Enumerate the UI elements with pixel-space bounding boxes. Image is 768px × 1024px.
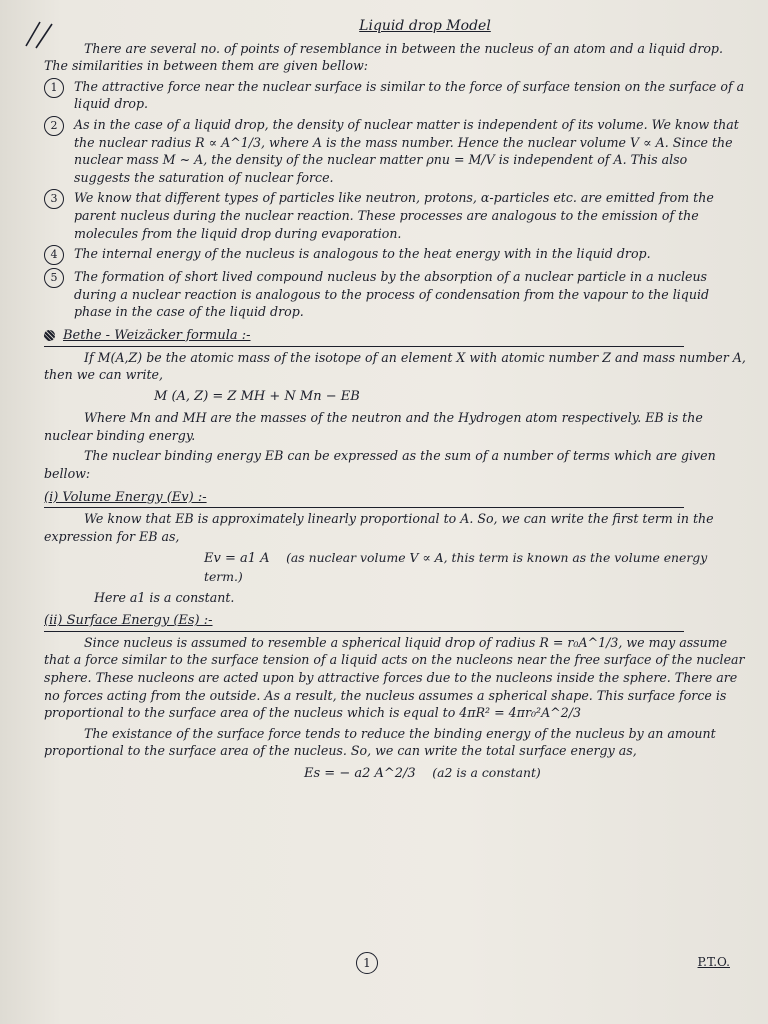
point-item (44, 189, 746, 242)
volume-constant-note: Here a1 is a constant. (94, 589, 235, 605)
hatched-bullet-icon (44, 330, 55, 341)
point-number: 2 (44, 116, 64, 136)
volume-equation: Ev = a1 A (204, 551, 270, 567)
volume-equation-note: (as nuclear volume V ∝ A, this term is known as the volume energy term.) (204, 550, 708, 585)
point-number: 1 (44, 78, 64, 98)
page-number: 1 (356, 952, 378, 974)
point-item (44, 245, 746, 265)
bethe-paragraph-1: If M(A,Z) be the atomic mass of the isotope of an element X with atomic number Z and mass number A, then we can write, (44, 349, 746, 383)
page-title: Liquid drop Model (359, 18, 491, 34)
point-number: 3 (44, 189, 64, 209)
surface-equation: Es = − a2 A^2/3 (304, 765, 416, 781)
surface-equation-note: (a2 is a constant) (432, 764, 541, 780)
point-text: The internal energy of the nucleus is analogous to the heat energy with in the liquid drop. (74, 246, 651, 262)
point-text: As in the case of a liquid drop, the density of nuclear matter is independent of its volume. We know that the nuclear radius R ∝ A^1/3, where A is the mass number. Hence the nuclear volume V ∝ A. Since the nuclear mass M ~ A, the density of the nuclear matter ρnu = M/V is independent of A. This also suggests the saturation of nuclear force. (74, 116, 739, 185)
point-text: The formation of short lived compound nucleus by the absorption of a nuclear particle in a nucleus during a nuclear reaction is analogous to the process of condensation from the vapour to the liquid phase in the case of the liquid drop. (74, 269, 710, 320)
pto-label: P.T.O. (697, 955, 730, 969)
margin-slash-mark (22, 16, 62, 50)
divider-line (44, 631, 684, 632)
page-footer (0, 952, 768, 976)
bethe-heading-text: Bethe - Weizäcker formula :- (63, 327, 251, 343)
volume-paragraph: We know that EB is approximately linearly proportional to A. So, we can write the first term in the expression for EB as, (44, 511, 714, 544)
point-text: The attractive force near the nuclear surface is similar to the force of surface tension on the surface of a liquid drop. (74, 78, 745, 112)
surface-energy-heading: (ii) Surface Energy (Es) :- (44, 613, 213, 629)
point-number: 4 (44, 245, 64, 265)
point-text: We know that different types of particles like neutron, protons, α-particles etc. are emitted from the parent nucleus during the nuclear reaction. These processes are analogous to the emission of the molecules from the liquid drop during evaporation. (74, 190, 714, 241)
mass-equation: M (A, Z) = Z MH + N Mn − EB (154, 388, 360, 404)
volume-energy-heading: (i) Volume Energy (Ev) :- (44, 489, 207, 505)
point-item (44, 268, 746, 321)
bethe-heading (44, 327, 746, 345)
bethe-paragraph-2: Where Mn and MH are the masses of the neutron and the Hydrogen atom respectively. EB is the nuclear binding energy. (44, 410, 703, 443)
surface-paragraph-2: The existance of the surface force tends to reduce the binding energy of the nucleus by an amount proportional to the surface area of the nucleus. So, we can write the total surface energy as, (44, 725, 716, 759)
intro-paragraph: There are several no. of points of resemblance in between the nucleus of an atom and a liquid drop. The similarities in between them are given bellow: (44, 40, 723, 74)
point-item (44, 78, 746, 113)
surface-equation-row (304, 764, 746, 783)
surface-paragraph-1: Since nucleus is assumed to resemble a spherical liquid drop of radius R = r₀A^1/3, we may assume that a force similar to the surface tension of a liquid acts on the nucleons near the free surface of the nuclear sphere. These nucleons are acted upon by attractive forces due to the nucleons inside the sphere. There are no forces acting from the outside. As a result, the nucleus assumes a spherical shape. This surface force is proportional to the surface area of the nucleus which is equal to 4πR² = 4πr₀²A^2/3 (44, 634, 745, 721)
bethe-paragraph-3: The nuclear binding energy EB can be expressed as the sum of a number of terms which are given bellow: (44, 448, 716, 482)
divider-line (44, 346, 684, 347)
point-item (44, 116, 746, 186)
divider-line (44, 507, 684, 508)
volume-equation-row (204, 549, 746, 586)
point-number: 5 (44, 268, 64, 288)
